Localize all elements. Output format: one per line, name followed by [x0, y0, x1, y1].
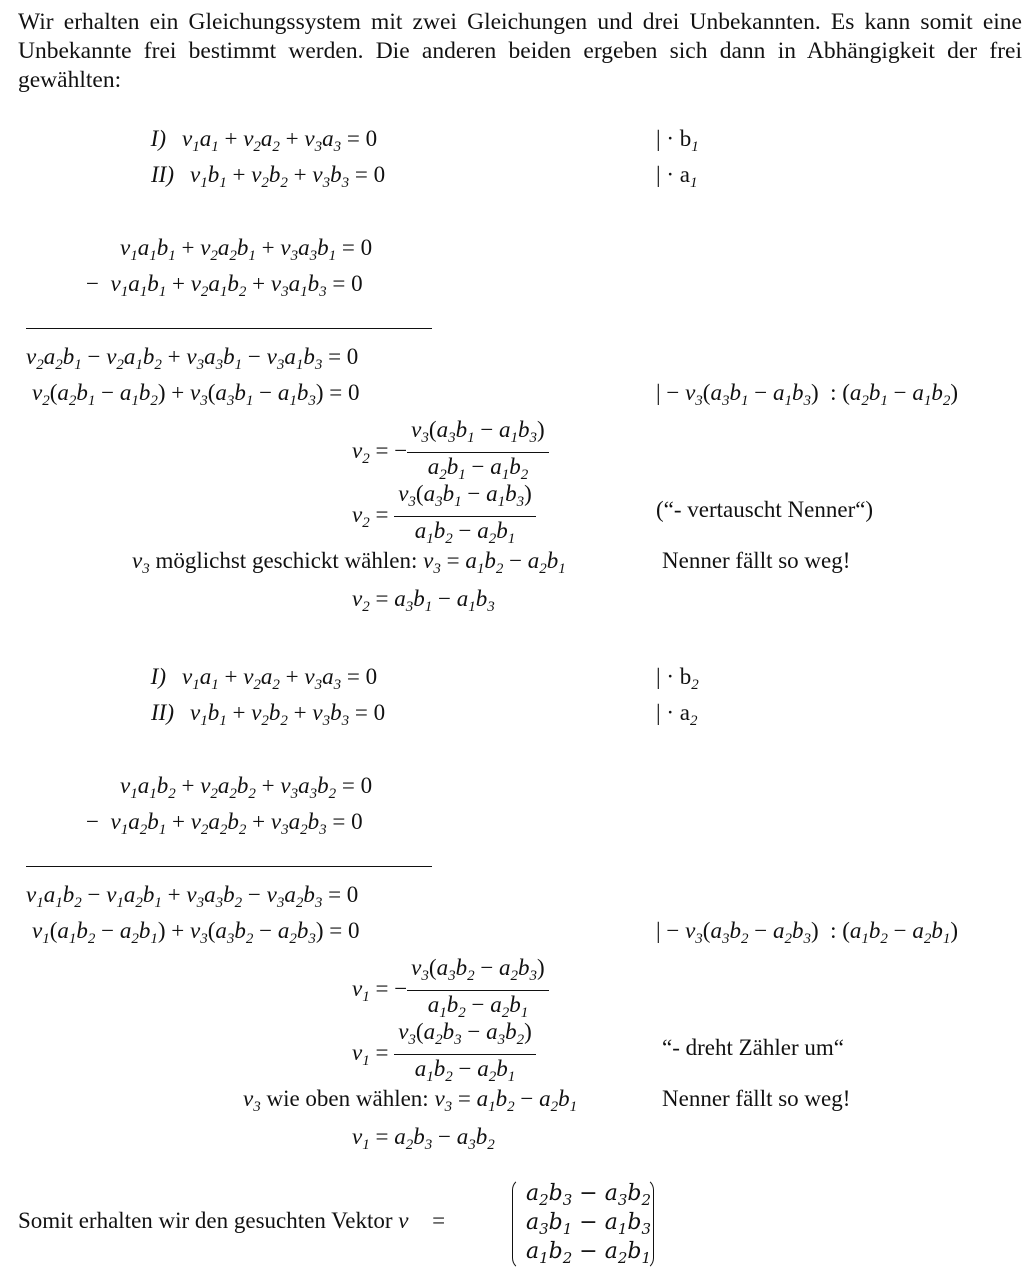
factored-eq: $v_2(a_2b_1 - a_1b_2) + v_3(a_3b_1 - a_1b_3) = 0$ — [32, 380, 360, 409]
vector-row-3: $a_1b_2 - a_2b_1$ — [526, 1239, 652, 1267]
difference-eq-2: $v_1a_1b_2 - v_1a_2b_1 + v_3a_3b_2 - v_3a_2b_3 = 0$ — [26, 882, 359, 911]
op-mult-b1: | · $b_1$ — [656, 126, 699, 155]
subtraction-rule — [26, 328, 432, 329]
vector-row-2: $a_3b_1 - a_1b_3$ — [526, 1210, 652, 1238]
choose-v3-2: $v_3$ wie oben wählen: $v_3 = a_1b_2 - a_2b_1$ — [243, 1086, 578, 1115]
eq-II-times-a2: − $v_1a_2b_1 + v_2a_2b_2 + v_3a_2b_3 = 0$ — [86, 809, 363, 838]
op-mult-a1: | · $a_1$ — [656, 162, 698, 191]
eq-I-times-b1: $v_1a_1b_1 + v_2a_2b_1 + v_3a_3b_1 = 0$ — [120, 235, 373, 264]
op-solve-v2: | − $v_3(a_3b_1 - a_1b_3)$ : $(a_2b_1 - a_1b_2)$ — [656, 380, 959, 409]
eq-I-label-2: I) — [150, 664, 166, 689]
note-flip: “- dreht Zähler um“ — [662, 1035, 844, 1060]
choose-v3: $v_3$ möglichst geschickt wählen: $v_3 = a_1b_2 - a_2b_1$ — [132, 548, 566, 577]
result-vector — [512, 1178, 654, 1268]
difference-eq: $v_2a_2b_1 - v_2a_1b_2 + v_3a_3b_1 - v_3a_1b_3 = 0$ — [26, 344, 359, 373]
v2-fraction: $v_2$ = $\frac{v_3(a_3b_1 - a_1b_3)}{a_1b_2 - a_2b_1}$ — [352, 480, 536, 553]
eq-I-label: I) — [150, 126, 166, 151]
eq-I-2: $v_1a_1 + v_2a_2 + v_3a_3 = 0$ — [182, 664, 378, 693]
op-mult-a2: | · $a_2$ — [656, 700, 698, 729]
right-paren — [641, 1178, 654, 1270]
intro-paragraph: Wir erhalten ein Gleichungssystem mit zwei Gleichungen und drei Unbekannten. Es kann somit eine Unbekannte frei bestimmt werden. Die anderen beiden ergeben sich dann in Abhängigkeit der frei gewählten: — [18, 9, 1022, 93]
subtraction-rule-2 — [26, 866, 432, 867]
eq-I-times-b2: $v_1a_1b_2 + v_2a_2b_2 + v_3a_3b_2 = 0$ — [120, 773, 373, 802]
eq-II-label: II) — [151, 162, 174, 187]
conclusion-text: Somit erhalten wir den gesuchten Vektor v⃗ = — [18, 1208, 446, 1233]
v2-result: $v_2 = a_3b_1 - a_1b_3$ — [352, 586, 495, 615]
eq-II-2: $v_1b_1 + v_2b_2 + v_3b_3 = 0$ — [190, 700, 386, 729]
v1-fraction: $v_1$ = $\frac{v_3(a_2b_3 - a_3b_2)}{a_1b_2 - a_2b_1}$ — [352, 1018, 536, 1091]
eq-II-times-a1: − $v_1a_1b_1 + v_2a_1b_2 + v_3a_1b_3 = 0$ — [86, 271, 363, 300]
nenner-note-1: Nenner fällt so weg! — [662, 548, 851, 573]
vector-row-1: $a_2b_3 - a_3b_2$ — [526, 1181, 652, 1209]
note-swap: (“- vertauscht Nenner“) — [656, 497, 874, 522]
op-mult-b2: | · $b_2$ — [656, 664, 699, 693]
v1-fraction-neg: $v_1$ = − $\frac{v_3(a_3b_2 - a_2b_3)}{a_1b_2 - a_2b_1}$ — [352, 954, 549, 1027]
eq-II-label-2: II) — [151, 700, 174, 725]
v1-result: $v_1 = a_2b_3 - a_3b_2$ — [352, 1124, 495, 1153]
left-paren — [512, 1178, 525, 1270]
nenner-note-2: Nenner fällt so weg! — [662, 1086, 851, 1111]
factored-eq-2: $v_1(a_1b_2 - a_2b_1) + v_3(a_3b_2 - a_2b_3) = 0$ — [32, 918, 360, 947]
v2-fraction-neg: $v_2$ = − $\frac{v_3(a_3b_1 - a_1b_3)}{a_2b_1 - a_1b_2}$ — [352, 416, 549, 489]
op-solve-v1: | − $v_3(a_3b_2 - a_2b_3)$ : $(a_1b_2 - a_2b_1)$ — [656, 918, 959, 947]
eq-II: $v_1b_1 + v_2b_2 + v_3b_3 = 0$ — [190, 162, 386, 191]
eq-I: $v_1a_1 + v_2a_2 + v_3a_3 = 0$ — [182, 126, 378, 155]
